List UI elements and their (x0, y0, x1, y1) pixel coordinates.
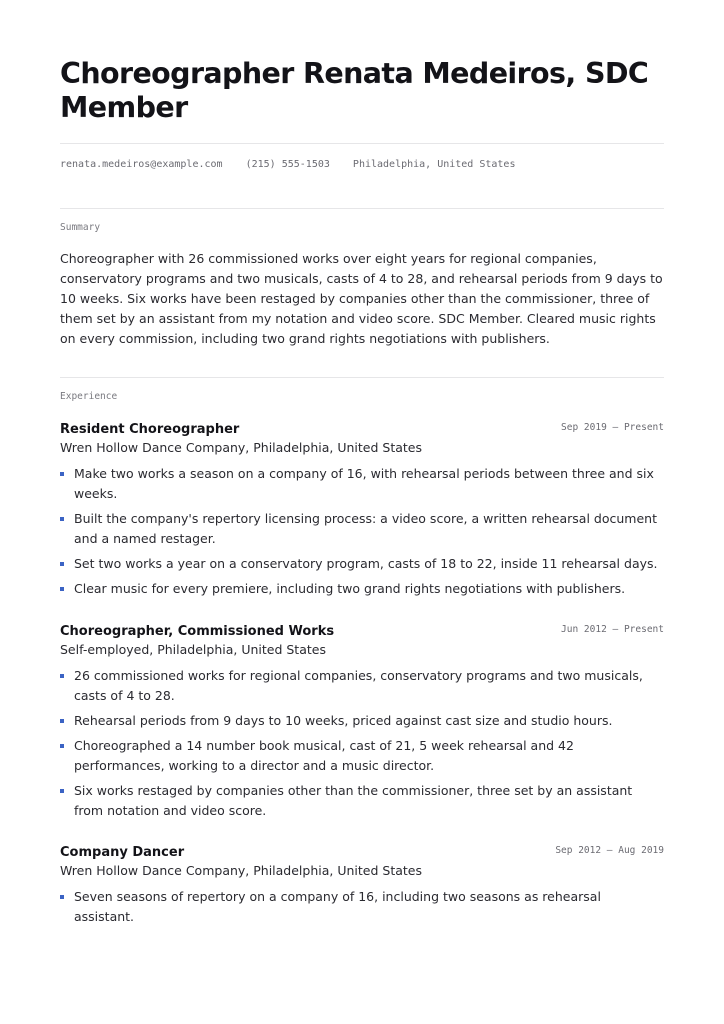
job-bullets (60, 887, 664, 927)
contact-email[interactable]: renata.medeiros@example.com (60, 159, 223, 170)
job-bullet: Clear music for every premiere, including two grand rights negotiations with publishers. (60, 579, 664, 599)
page-title: Choreographer Renata Medeiros, SDC Member (60, 57, 649, 124)
job-entry (60, 620, 664, 826)
experience-heading: Experience (60, 391, 118, 402)
contact-phone[interactable]: (215) 555-1503 (245, 159, 330, 170)
job-bullet: Built the company's repertory licensing process: a video score, a written rehearsal document and a named restager. (60, 509, 664, 549)
contact-divider (60, 208, 664, 209)
summary-divider (60, 377, 664, 378)
contact-line (60, 157, 532, 173)
job-organization: Self-employed, Philadelphia, United States (60, 642, 326, 657)
job-entry (60, 418, 664, 604)
job-entry (60, 841, 664, 932)
job-bullet: Choreographed a 14 number book musical, cast of 21, 5 week rehearsal and 42 performances, working to a director and a music director. (60, 736, 664, 776)
header-divider (60, 143, 664, 144)
job-dates: Jun 2012 – Present (561, 624, 664, 635)
job-bullet: Seven seasons of repertory on a company of 16, including two seasons as rehearsal assistant. (60, 887, 664, 927)
job-bullet: Rehearsal periods from 9 days to 10 weeks, priced against cast size and studio hours. (60, 711, 664, 731)
job-bullets (60, 666, 664, 821)
job-bullets (60, 464, 664, 599)
job-header (60, 418, 664, 438)
job-dates: Sep 2019 – Present (561, 422, 664, 433)
job-dates: Sep 2012 – Aug 2019 (555, 845, 664, 856)
job-bullet: Make two works a season on a company of 16, with rehearsal periods between three and six weeks. (60, 464, 664, 504)
job-organization: Wren Hollow Dance Company, Philadelphia, United States (60, 863, 422, 878)
summary-heading: Summary (60, 222, 101, 233)
job-bullet: Six works restaged by companies other than the commissioner, three set by an assistant from notation and video score. (60, 781, 664, 821)
job-header (60, 620, 664, 640)
contact-location: Philadelphia, United States (352, 159, 516, 170)
job-title: Company Dancer (60, 845, 185, 860)
job-bullet: 26 commissioned works for regional companies, conservatory programs and two musicals, casts of 4 to 28. (60, 666, 664, 706)
job-organization: Wren Hollow Dance Company, Philadelphia, United States (60, 440, 422, 455)
job-title: Choreographer, Commissioned Works (60, 624, 335, 639)
job-title: Resident Choreographer (60, 422, 240, 437)
summary-text: Choreographer with 26 commissioned works over eight years for regional companies, conservatory programs and two musicals, casts of 4 to 28, and rehearsal periods from 9 days to 10 weeks. Six works have been restaged by companies other than the commissioner, three of them set by an assistant from my notation and video score. SDC Member. Cleared music rights on every commission, including two grand rights negotiations with publishers. (60, 251, 663, 346)
job-bullet: Set two works a year on a conservatory program, casts of 18 to 22, inside 11 rehearsal days. (60, 554, 664, 574)
job-header (60, 841, 664, 861)
